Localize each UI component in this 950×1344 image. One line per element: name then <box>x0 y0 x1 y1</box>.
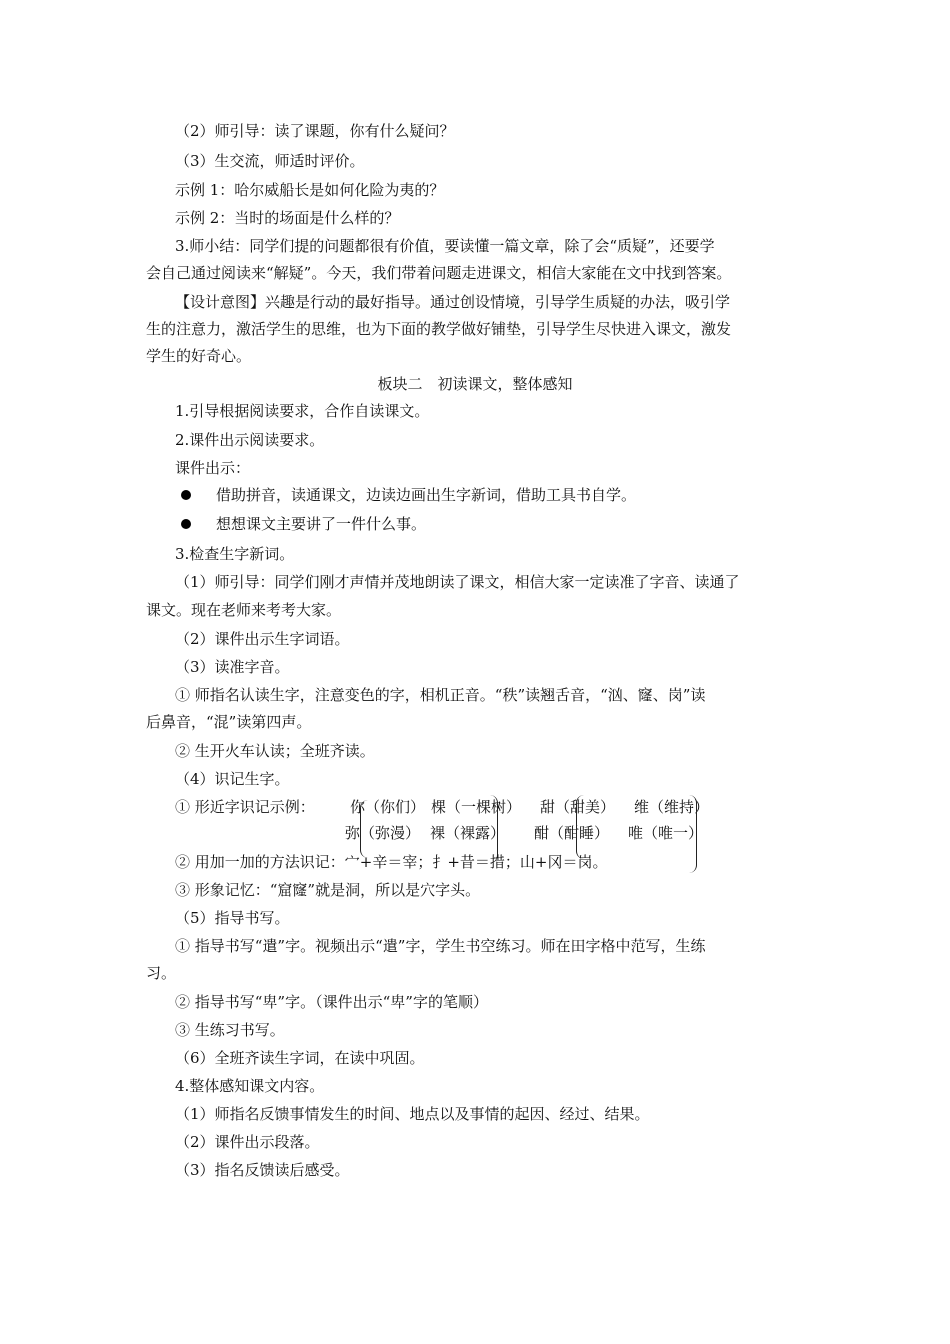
paragraph-line: 会自己通过阅读来“解疑”。今天，我们带着问题走进课文，相信大家能在文中找到答案。 <box>146 264 732 282</box>
bullet-item: 想想课文主要讲了一件什么事。 <box>216 515 427 533</box>
paragraph-line: ③ 形象记忆：“窟窿”就是洞，所以是穴字头。 <box>175 881 481 899</box>
paragraph-line: 3.检查生字新词。 <box>175 545 295 563</box>
paragraph-line: （3）读准字音。 <box>175 658 290 676</box>
design-intent-line: 生的注意力，激活学生的思维，也为下面的教学做好铺垫，引导学生尽快进入课文，激发 <box>146 320 732 338</box>
paragraph-line: （6）全班齐读生字词，在读中巩固。 <box>175 1049 425 1067</box>
brace-mark <box>360 800 373 858</box>
char-pair-bottom: 弥（弥漫） <box>345 824 421 842</box>
paragraph-line: 3.师小结：同学们提的问题都很有价值，要读懂一篇文章，除了会“质疑”，还要学 <box>175 237 715 255</box>
paragraph-line: 示例 2：当时的场面是什么样的？ <box>175 209 400 227</box>
char-pair-bottom: 裸（裸露） <box>430 824 506 842</box>
brace-mark <box>576 795 589 859</box>
char-pair-top: 甜（甜美） <box>540 798 616 816</box>
design-intent-line: 学生的好奇心。 <box>146 347 252 365</box>
paragraph-line: （3）生交流，师适时评价。 <box>175 152 365 170</box>
paragraph-line: ② 生开火车认读；全班齐读。 <box>175 742 375 760</box>
char-pair-bottom: 唯（唯一） <box>628 824 704 842</box>
paragraph-line: ① 形近字识记示例： <box>175 798 315 816</box>
paragraph-line: ① 指导书写“遣”字。视频出示“遣”字，学生书空练习。师在田字格中范写，生练 <box>175 937 706 955</box>
paragraph-line: ② 指导书写“卑”字。（课件出示“卑”字的笔顺） <box>175 993 488 1011</box>
paragraph-line: （2）课件出示段落。 <box>175 1133 320 1151</box>
paragraph-line: （2）师引导：读了课题，你有什么疑问？ <box>175 122 455 140</box>
brace-mark <box>686 795 697 873</box>
bullet-icon <box>181 490 191 500</box>
paragraph-line: ② 用加一加的方法识记：宀+辛＝宰；扌+昔＝措；山+冈＝岗。 <box>175 853 608 871</box>
paragraph-line: ③ 生练习书写。 <box>175 1021 285 1039</box>
char-pair-bottom: 酣（酣睡） <box>534 824 610 842</box>
section-heading: 板块二 初读课文，整体感知 <box>377 375 573 393</box>
bullet-icon <box>181 519 191 529</box>
paragraph-line: 4.整体感知课文内容。 <box>175 1077 325 1095</box>
paragraph-line: ① 师指名认读生字，注意变色的字，相机正音。“秩”读翘舌音，“汹、窿、岗”读 <box>175 686 706 704</box>
paragraph-line: 课件出示： <box>175 459 251 477</box>
char-pair-top: 棵（一棵树） <box>431 798 522 816</box>
paragraph-line: （1）师引导：同学们刚才声情并茂地朗读了课文，相信大家一定读准了字音、读通了 <box>175 573 740 591</box>
paragraph-line: （4）识记生字。 <box>175 770 290 788</box>
bullet-item: 借助拼音，读通课文，边读边画出生字新词，借助工具书自学。 <box>216 486 637 504</box>
paragraph-line: 课文。现在老师来考考大家。 <box>146 601 342 619</box>
paragraph-line: 2.课件出示阅读要求。 <box>175 431 325 449</box>
paragraph-line: （1）师指名反馈事情发生的时间、地点以及事情的起因、经过、结果。 <box>175 1105 650 1123</box>
paragraph-line: （5）指导书写。 <box>175 909 290 927</box>
design-intent-line: 【设计意图】兴趣是行动的最好指导。通过创设情境，引导学生质疑的办法，吸引学 <box>175 293 731 311</box>
char-pair-top: 你（你们） <box>350 798 426 816</box>
paragraph-line: （2）课件出示生字词语。 <box>175 630 350 648</box>
char-pair-top: 维（维持） <box>634 798 710 816</box>
paragraph-line: 习。 <box>146 964 177 982</box>
paragraph-line: 1.引导根据阅读要求，合作自读课文。 <box>175 402 430 420</box>
paragraph-line: （3）指名反馈读后感受。 <box>175 1161 350 1179</box>
paragraph-line: 示例 1：哈尔威船长是如何化险为夷的？ <box>175 181 445 199</box>
paragraph-line: 后鼻音，“混”读第四声。 <box>146 713 312 731</box>
